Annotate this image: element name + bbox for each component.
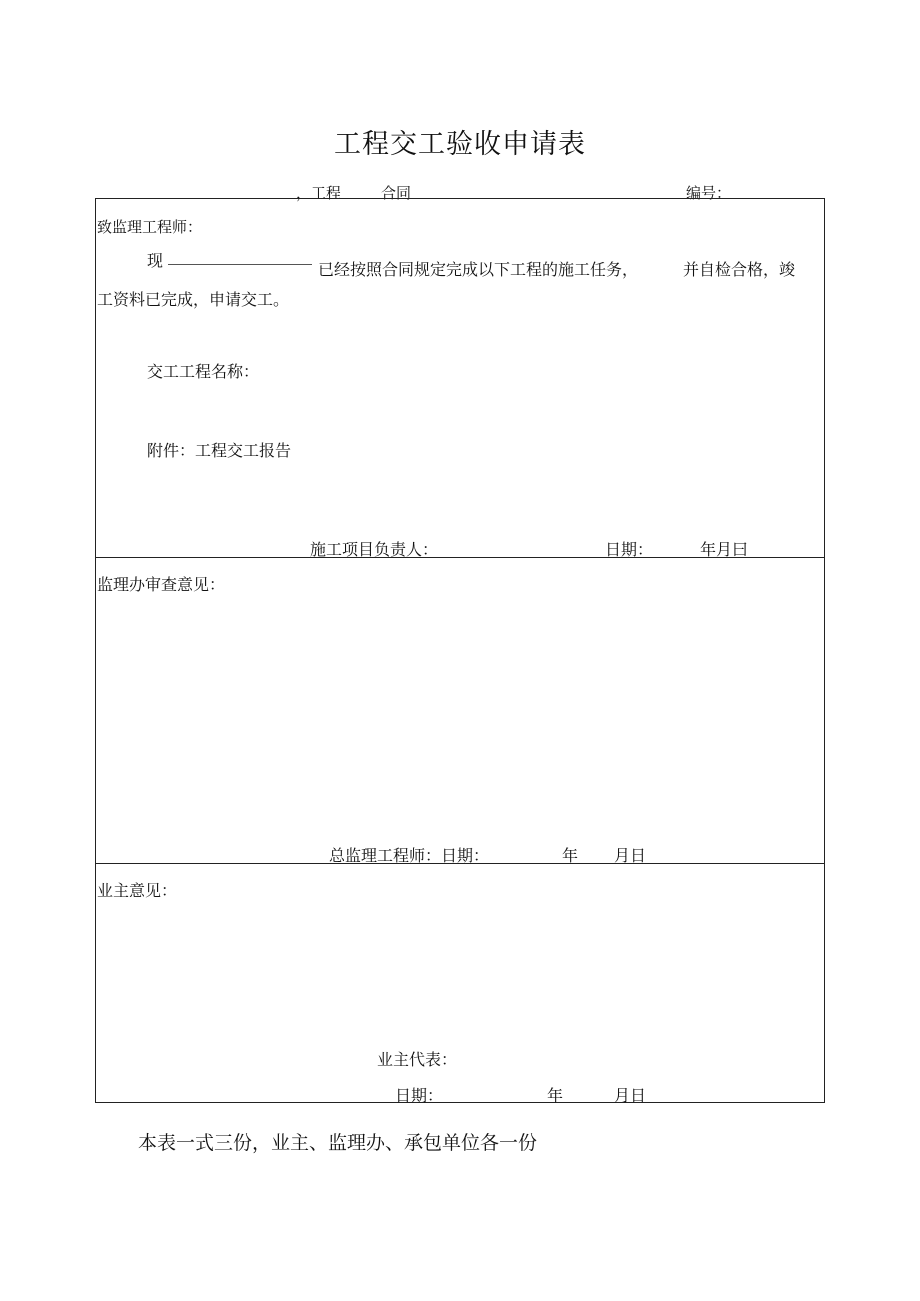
completion-statement: 已经按照合同规定完成以下工程的施工任务，	[318, 260, 639, 279]
chief-supervisor-label: 总监理工程师：日期：	[329, 846, 490, 865]
section3-year-label: 年	[547, 1086, 564, 1105]
copies-note: 本表一式三份，业主、监理办、承包单位各一份	[138, 1132, 538, 1154]
supervision-review-label: 监理办审查意见：	[97, 575, 226, 594]
section2-year-label: 年	[562, 846, 579, 865]
owner-representative-label: 业主代表：	[377, 1050, 458, 1069]
contractor-name-blank	[168, 264, 312, 265]
section1-date-label: 日期：	[605, 540, 654, 559]
section2-month-day-label: 月日	[614, 846, 647, 865]
attachment-label: 附件：工程交工报告	[147, 441, 292, 460]
self-inspection-statement: 并自检合格，竣	[683, 260, 796, 279]
project-manager-label: 施工项目负责人：	[310, 540, 439, 559]
header-contract-label: 合同	[381, 184, 412, 202]
header-number-label: 编号：	[686, 184, 732, 202]
owner-opinion-label: 业主意见：	[97, 881, 178, 900]
section3-date-label: 日期：	[395, 1086, 444, 1105]
header-project-label: ，工程	[296, 184, 342, 202]
form-title: 工程交工验收申请表	[334, 129, 586, 160]
handover-request-statement: 工资料已完成，申请交工。	[97, 290, 290, 309]
application-form-table	[95, 198, 825, 1103]
project-name-label: 交工工程名称：	[147, 362, 260, 381]
now-label: 现	[147, 251, 164, 270]
addressee-label: 致监理工程师：	[97, 218, 203, 236]
section3-month-day-label: 月日	[614, 1086, 647, 1105]
section1-date-value: 年月曰	[700, 540, 749, 559]
